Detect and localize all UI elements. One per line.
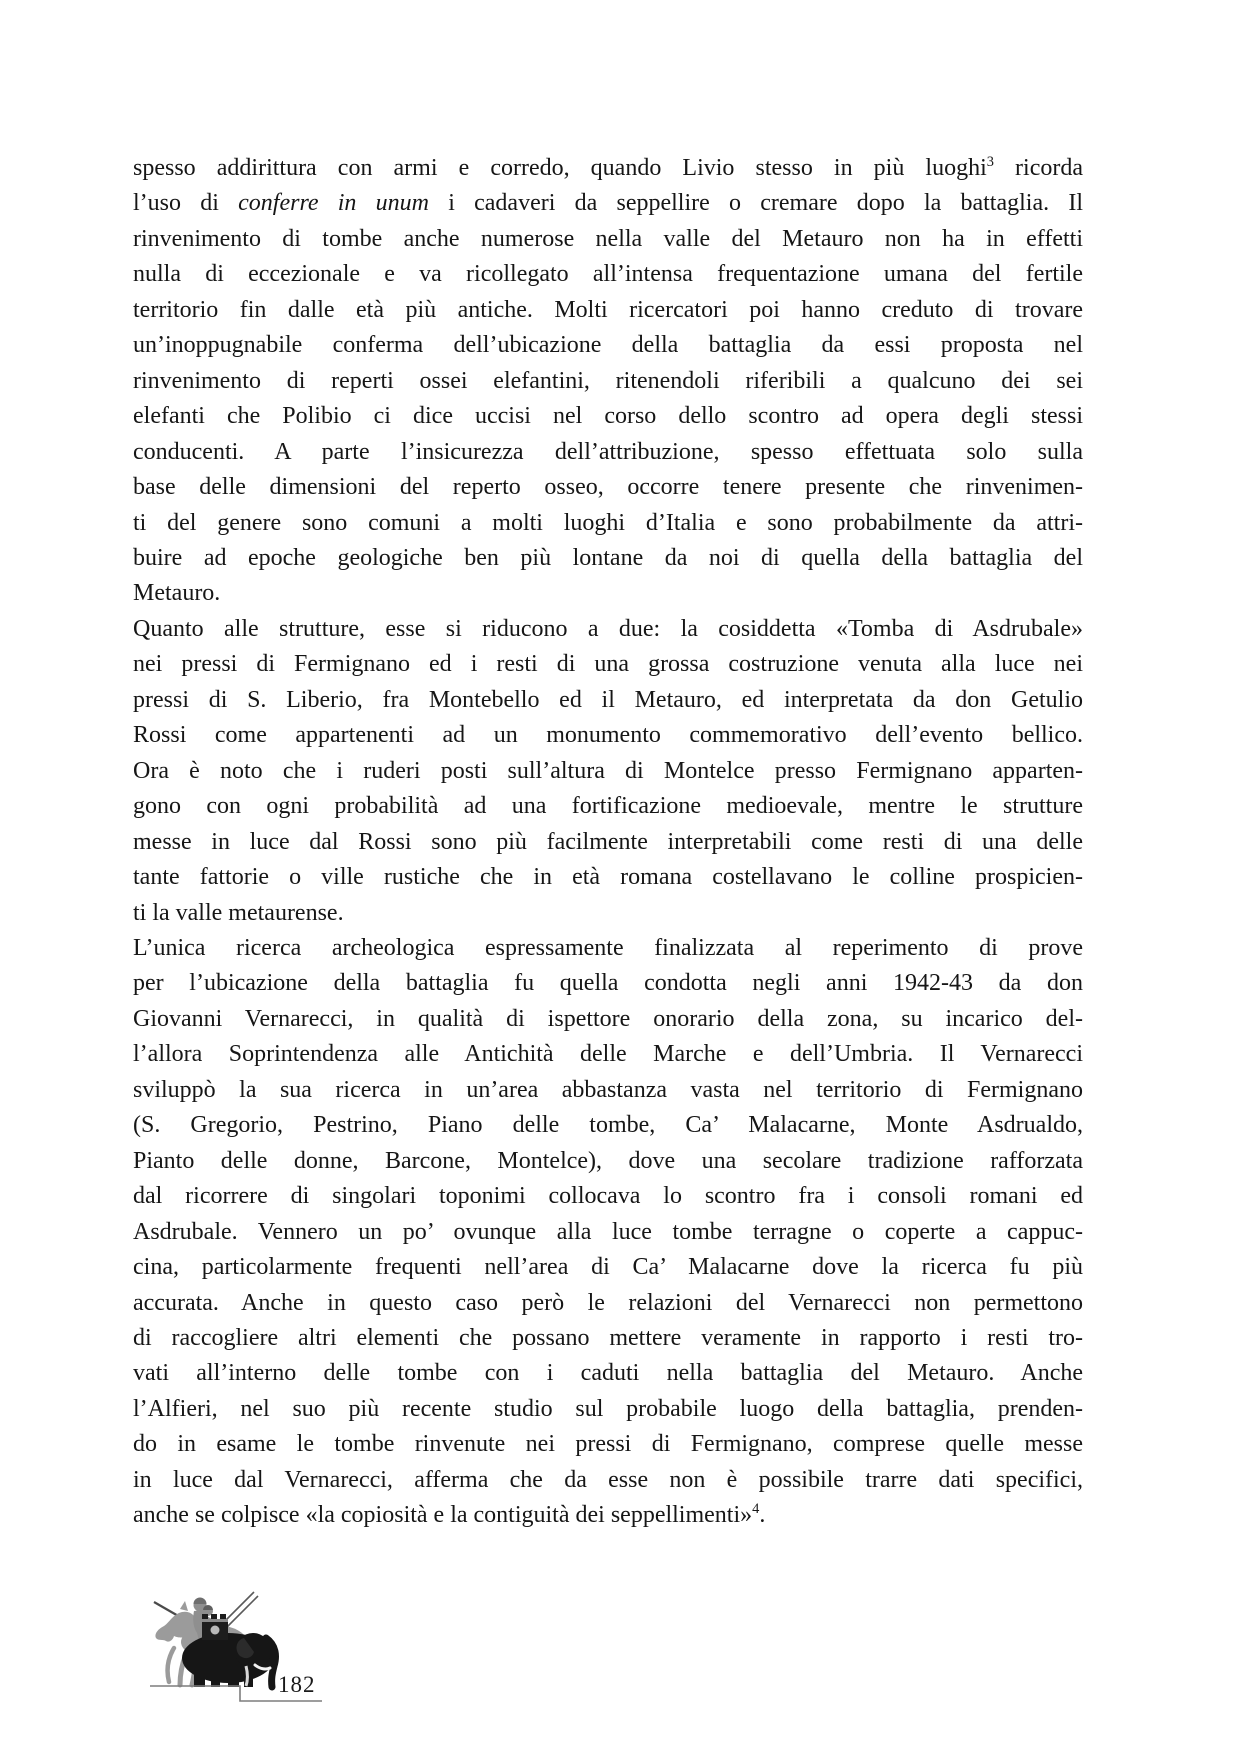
paragraph xyxy=(133,612,1083,931)
text-segment: nei pressi di Fermignano ed i resti di una grossa costruzione venuta alla luce nei xyxy=(133,651,1083,678)
text-segment: ricorda xyxy=(993,155,1083,181)
text-line xyxy=(133,1144,1083,1179)
text-segment: Quanto alle strutture, esse si riducono a due: la cosiddetta «Tomba di Asdrubale» xyxy=(133,615,1083,642)
text-line xyxy=(133,896,1083,931)
text-segment: in luce dal Vernarecci, afferma che da esse non è possibile trarre dati specifici, xyxy=(133,1466,1083,1493)
text-line xyxy=(133,931,1083,966)
text-segment: Metauro. xyxy=(133,580,221,607)
text-segment: Pianto delle donne, Barcone, Montelce), dove una secolare tradizione rafforzata xyxy=(133,1147,1083,1174)
text-line xyxy=(133,293,1083,328)
text-segment: rinvenimento di tombe anche numerose nella valle del Metauro non ha in effetti xyxy=(133,225,1083,252)
footnote-marker: 3 xyxy=(986,154,994,170)
text-line xyxy=(133,1073,1083,1108)
text-line xyxy=(133,186,1083,221)
text-segment: buire ad epoche geologiche ben più lontane da noi di quella della battaglia del xyxy=(133,544,1083,571)
paragraph xyxy=(133,151,1083,612)
text-line xyxy=(133,541,1083,576)
text-segment: i cadaveri da seppellire o cremare dopo la battaglia. Il xyxy=(429,190,1083,217)
text-segment: messe in luce dal Rossi sono più facilmente interpretabili come resti di una delle xyxy=(133,828,1083,855)
text-segment: l’allora Soprintendenza alle Antichità delle Marche e dell’Umbria. Il Vernarecci xyxy=(133,1041,1083,1068)
text-line xyxy=(133,647,1083,682)
text-line xyxy=(133,364,1083,399)
text-line xyxy=(133,612,1083,647)
text-segment: accurata. Anche in questo caso però le relazioni del Vernarecci non permettono xyxy=(133,1289,1083,1316)
text-line xyxy=(133,1108,1083,1143)
text-segment: Rossi come appartenenti ad un monumento commemorativo dell’evento bellico. xyxy=(133,722,1083,749)
text-segment: conducenti. A parte l’insicurezza dell’attribuzione, spesso effettuata solo sulla xyxy=(133,438,1083,465)
text-line xyxy=(133,222,1083,257)
text-line xyxy=(133,1250,1083,1285)
text-line xyxy=(133,151,1083,186)
text-segment: di raccogliere altri elementi che possano mettere veramente in rapporto i resti tro- xyxy=(133,1324,1083,1351)
text-segment: vati all’interno delle tombe con i caduti nella battaglia del Metauro. Anche xyxy=(133,1360,1083,1387)
text-line xyxy=(133,1002,1083,1037)
text-line xyxy=(133,435,1083,470)
text-segment: conferre in unum xyxy=(238,190,429,217)
text-segment: Asdrubale. Vennero un po’ ovunque alla luce tombe terragne o coperte a cappuc- xyxy=(133,1218,1083,1245)
text-segment: per l’ubicazione della battaglia fu quella condotta negli anni 1942-43 da don xyxy=(133,970,1083,997)
text-segment: (S. Gregorio, Pestrino, Piano delle tombe, Ca’ Malacarne, Monte Asdrualdo, xyxy=(133,1112,1083,1139)
text-line xyxy=(133,257,1083,292)
text-segment: ti del genere sono comuni a molti luoghi d’Italia e sono probabilmente da attri- xyxy=(133,509,1083,536)
text-line xyxy=(133,506,1083,541)
text-segment: l’uso di xyxy=(133,190,239,217)
footnote-marker: 4 xyxy=(752,1501,760,1518)
text-segment: do in esame le tombe rinvenute nei pressi di Fermignano, comprese quelle messe xyxy=(133,1431,1083,1458)
text-line xyxy=(133,1356,1083,1391)
page-number: 182 xyxy=(278,1672,316,1697)
text-segment: spesso addirittura con armi e corredo, quando Livio stesso in più luoghi xyxy=(133,155,987,181)
text-line xyxy=(133,399,1083,434)
text-segment: base delle dimensioni del reperto osseo, occorre tenere presente che rinvenimen- xyxy=(133,474,1083,501)
howdah-tower-icon xyxy=(202,1605,228,1640)
text-line xyxy=(133,683,1083,718)
text-segment: territorio fin dalle età più antiche. Molti ricercatori poi hanno creduto di trovare xyxy=(133,296,1083,323)
text-line xyxy=(133,718,1083,753)
body-text xyxy=(133,151,1083,1534)
text-segment: elefanti che Polibio ci dice uccisi nel corso dello scontro ad opera degli stessi xyxy=(133,403,1083,430)
text-line xyxy=(133,966,1083,1001)
text-segment: l’Alfieri, nel suo più recente studio sul probabile luogo della battaglia, prenden- xyxy=(133,1395,1083,1422)
text-line xyxy=(133,1392,1083,1427)
text-segment: gono con ogni probabilità ad una fortificazione medioevale, mentre le strutture xyxy=(133,793,1083,820)
text-line xyxy=(133,1427,1083,1462)
text-line xyxy=(133,1463,1083,1498)
text-segment: Ora è noto che i ruderi posti sull’altura di Montelce presso Fermignano apparten- xyxy=(133,757,1083,784)
paragraph xyxy=(133,931,1083,1534)
text-line xyxy=(133,1498,1083,1533)
text-segment: Giovanni Vernarecci, in qualità di ispettore onorario della zona, su incarico del- xyxy=(133,1005,1083,1032)
text-segment: tante fattorie o ville rustiche che in età romana costellavano le colline prospicien- xyxy=(133,864,1083,891)
text-line xyxy=(133,825,1083,860)
text-segment: sviluppò la sua ricerca in un’area abbastanza vasta nel territorio di Fermignano xyxy=(133,1076,1083,1103)
text-line xyxy=(133,789,1083,824)
elephant-icon xyxy=(182,1633,275,1687)
text-line xyxy=(133,1037,1083,1072)
text-line xyxy=(133,1321,1083,1356)
text-segment: cina, particolarmente frequenti nell’area di Ca’ Malacarne dove la ricerca fu più xyxy=(133,1254,1083,1281)
text-segment: L’unica ricerca archeologica espressamente finalizzata al reperimento di prove xyxy=(133,934,1083,961)
text-segment: rinvenimento di reperti ossei elefantini, ritenendoli riferibili a qualcuno dei sei xyxy=(133,367,1083,394)
text-segment: nulla di eccezionale e va ricollegato all’intensa frequentazione umana del fertile xyxy=(133,261,1083,288)
text-segment: dal ricorrere di singolari toponimi collocava lo scontro fra i consoli romani ed xyxy=(133,1183,1083,1210)
text-line xyxy=(133,328,1083,363)
text-line xyxy=(133,1215,1083,1250)
text-segment: pressi di S. Liberio, fra Montebello ed il Metauro, ed interpretata da don Getulio xyxy=(133,686,1083,713)
text-line xyxy=(133,576,1083,611)
text-segment: un’inoppugnabile conferma dell’ubicazione della battaglia da essi proposta nel xyxy=(133,332,1083,359)
text-segment: . xyxy=(759,1502,766,1529)
text-line xyxy=(133,860,1083,895)
text-segment: anche se colpisce «la copiosità e la contiguità dei seppellimenti» xyxy=(133,1502,753,1529)
text-segment: ti la valle metaurense. xyxy=(133,899,344,926)
text-line xyxy=(133,470,1083,505)
text-line xyxy=(133,754,1083,789)
text-line xyxy=(133,1286,1083,1321)
text-line xyxy=(133,1179,1083,1214)
